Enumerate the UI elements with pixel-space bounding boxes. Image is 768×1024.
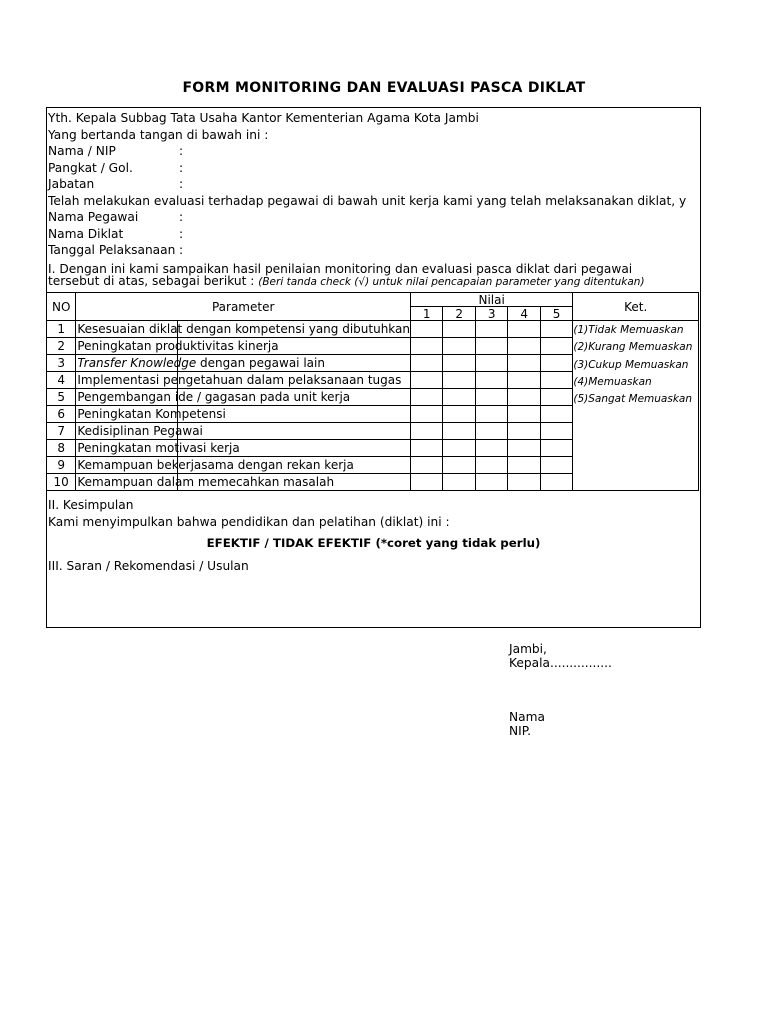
header-parameter: Parameter — [76, 293, 411, 321]
colon: : — [179, 243, 184, 257]
cell-divider — [177, 405, 178, 423]
row-number: 2 — [47, 338, 76, 355]
colon: : — [179, 210, 184, 224]
score-checkbox-cell[interactable] — [443, 474, 475, 491]
evaluation-statement: Telah melakukan evaluasi terhadap pegawai di bawah unit kerja kami yang telah melaksanakan diklat, y — [48, 194, 687, 208]
row-parameter — [76, 389, 411, 406]
score-checkbox-cell[interactable] — [411, 372, 443, 389]
colon: : — [179, 227, 184, 241]
score-checkbox-cell[interactable] — [475, 423, 507, 440]
score-checkbox-cell[interactable] — [540, 406, 572, 423]
parameter-text: Peningkatan motivasi kerja — [77, 440, 240, 455]
colon: : — [179, 161, 184, 175]
score-checkbox-cell[interactable] — [443, 423, 475, 440]
ket-legend-item: (3)Cukup Memuaskan — [573, 358, 689, 371]
row-parameter — [76, 372, 411, 389]
score-checkbox-cell[interactable] — [540, 474, 572, 491]
verdict-line: EFEKTIF / TIDAK EFEKTIF (*coret yang tidak perlu) — [206, 536, 541, 550]
score-header: 2 — [443, 307, 475, 321]
score-checkbox-cell[interactable] — [411, 406, 443, 423]
form-frame — [46, 107, 701, 628]
row-parameter — [76, 338, 411, 355]
field-label: Nama Diklat — [48, 227, 124, 241]
parameter-text: Peningkatan produktivitas kinerja — [77, 338, 279, 353]
header-nilai: Nilai — [411, 293, 573, 307]
table-header-row — [47, 293, 699, 307]
score-checkbox-cell[interactable] — [475, 321, 507, 338]
row-parameter — [76, 355, 411, 372]
score-checkbox-cell[interactable] — [508, 321, 540, 338]
row-number: 3 — [47, 355, 76, 372]
parameter-text: Kedisiplinan Pegawai — [77, 423, 203, 438]
ket-legend-item: (2)Kurang Memuaskan — [573, 341, 693, 354]
score-checkbox-cell[interactable] — [508, 372, 540, 389]
row-number: 10 — [47, 474, 76, 491]
row-number: 7 — [47, 423, 76, 440]
section3-heading: III. Saran / Rekomendasi / Usulan — [48, 559, 249, 573]
score-checkbox-cell[interactable] — [475, 372, 507, 389]
score-checkbox-cell[interactable] — [508, 440, 540, 457]
score-checkbox-cell[interactable] — [540, 338, 572, 355]
score-checkbox-cell[interactable] — [540, 423, 572, 440]
score-checkbox-cell[interactable] — [475, 406, 507, 423]
row-number: 6 — [47, 406, 76, 423]
score-checkbox-cell[interactable] — [508, 474, 540, 491]
score-checkbox-cell[interactable] — [411, 474, 443, 491]
colon: : — [179, 177, 184, 191]
field-nama-pegawai — [48, 210, 138, 224]
parameter-italic-text: Transfer Knowledge — [77, 355, 197, 370]
signature-place: Jambi, — [509, 642, 547, 656]
field-label: Nama Pegawai — [48, 210, 139, 224]
score-checkbox-cell[interactable] — [443, 406, 475, 423]
score-checkbox-cell[interactable] — [443, 440, 475, 457]
section1-prefix: tersebut di atas, sebagai berikut : — [48, 274, 255, 288]
row-number: 9 — [47, 457, 76, 474]
field-nama-nip — [48, 144, 116, 158]
score-checkbox-cell[interactable] — [411, 440, 443, 457]
score-header: 5 — [540, 307, 572, 321]
score-checkbox-cell[interactable] — [475, 440, 507, 457]
section2-heading: II. Kesimpulan — [48, 498, 134, 512]
score-header: 3 — [475, 307, 507, 321]
cell-divider — [177, 388, 178, 406]
table-row — [47, 321, 699, 338]
score-header: 1 — [411, 307, 443, 321]
row-number: 4 — [47, 372, 76, 389]
parameter-text: Peningkatan Kompetensi — [77, 406, 226, 421]
intro-line: Yang bertanda tangan di bawah ini : — [48, 128, 269, 142]
score-checkbox-cell[interactable] — [508, 457, 540, 474]
score-checkbox-cell[interactable] — [443, 321, 475, 338]
ket-legend-item: (5)Sangat Memuaskan — [573, 393, 693, 406]
score-checkbox-cell[interactable] — [508, 389, 540, 406]
signature-nip: NIP. — [509, 724, 532, 738]
evaluation-table — [46, 292, 699, 491]
parameter-text: Implementasi pengetahuan dalam pelaksanaan tugas — [77, 372, 402, 387]
cell-divider — [177, 439, 178, 457]
score-header: 4 — [508, 307, 540, 321]
row-number: 8 — [47, 440, 76, 457]
parameter-text: Kemampuan bekerjasama dengan rekan kerja — [77, 457, 354, 472]
row-parameter — [76, 423, 411, 440]
score-checkbox-cell[interactable] — [411, 457, 443, 474]
score-checkbox-cell[interactable] — [508, 338, 540, 355]
score-checkbox-cell[interactable] — [540, 440, 572, 457]
cell-divider — [177, 354, 178, 372]
score-checkbox-cell[interactable] — [508, 423, 540, 440]
parameter-text: Kesesuaian diklat dengan kompetensi yang dibutuhkan — [77, 321, 410, 336]
score-checkbox-cell[interactable] — [540, 355, 572, 372]
parameter-text: dengan pegawai lain — [196, 355, 325, 370]
row-number: 1 — [47, 321, 76, 338]
signature-name: Nama — [509, 710, 545, 724]
check-instruction-note: (Beri tanda check (√) untuk nilai pencapaian parameter yang ditentukan) — [258, 276, 645, 288]
ket-legend-list — [573, 321, 698, 408]
score-checkbox-cell[interactable] — [475, 355, 507, 372]
parameter-text: Pengembangan ide / gagasan pada unit kerja — [77, 389, 351, 404]
score-checkbox-cell[interactable] — [443, 372, 475, 389]
score-checkbox-cell[interactable] — [443, 355, 475, 372]
score-checkbox-cell[interactable] — [540, 372, 572, 389]
score-checkbox-cell[interactable] — [475, 474, 507, 491]
score-checkbox-cell[interactable] — [411, 321, 443, 338]
score-checkbox-cell[interactable] — [540, 457, 572, 474]
score-checkbox-cell[interactable] — [411, 389, 443, 406]
score-checkbox-cell[interactable] — [508, 406, 540, 423]
field-label: Jabatan — [48, 177, 95, 191]
header-ket: Ket. — [573, 293, 699, 321]
row-parameter — [76, 474, 411, 491]
cell-divider — [177, 320, 178, 338]
score-checkbox-cell[interactable] — [540, 389, 572, 406]
section1-line1: I. Dengan ini kami sampaikan hasil penilaian monitoring dan evaluasi pasca diklat dari pegawai — [48, 262, 633, 276]
row-parameter — [76, 321, 411, 338]
score-checkbox-cell[interactable] — [443, 457, 475, 474]
section2-statement: Kami menyimpulkan bahwa pendidikan dan pelatihan (diklat) ini : — [48, 515, 450, 529]
colon: : — [179, 144, 184, 158]
score-checkbox-cell[interactable] — [411, 423, 443, 440]
score-checkbox-cell[interactable] — [443, 338, 475, 355]
row-parameter — [76, 406, 411, 423]
field-pangkat — [48, 161, 133, 175]
addressee-line: Yth. Kepala Subbag Tata Usaha Kantor Kementerian Agama Kota Jambi — [48, 111, 479, 125]
field-tanggal — [48, 243, 175, 257]
cell-divider — [177, 337, 178, 355]
cell-divider — [177, 456, 178, 474]
score-checkbox-cell[interactable] — [475, 338, 507, 355]
field-label: Nama / NIP — [48, 144, 116, 158]
signature-position: Kepala................ — [509, 656, 612, 670]
ket-legend-cell — [573, 321, 699, 491]
score-checkbox-cell[interactable] — [475, 389, 507, 406]
cell-divider — [177, 371, 178, 389]
header-no: NO — [47, 293, 76, 321]
ket-legend-item: (1)Tidak Memuaskan — [573, 324, 684, 336]
field-label: Pangkat / Gol. — [48, 161, 133, 175]
section1-line2 — [48, 274, 645, 288]
cell-divider — [177, 422, 178, 440]
score-checkbox-cell[interactable] — [443, 389, 475, 406]
ket-legend-item: (4)Memuaskan — [573, 375, 652, 388]
score-checkbox-cell[interactable] — [540, 321, 572, 338]
score-checkbox-cell[interactable] — [411, 338, 443, 355]
field-label: Tanggal Pelaksanaan — [48, 243, 176, 257]
cell-divider — [177, 473, 178, 491]
row-parameter — [76, 457, 411, 474]
form-title: FORM MONITORING DAN EVALUASI PASCA DIKLAT — [182, 80, 586, 96]
field-nama-diklat — [48, 227, 123, 241]
score-checkbox-cell[interactable] — [475, 457, 507, 474]
field-jabatan — [48, 177, 94, 191]
row-number: 5 — [47, 389, 76, 406]
row-parameter — [76, 440, 411, 457]
score-checkbox-cell[interactable] — [508, 355, 540, 372]
parameter-text: Kemampuan dalam memecahkan masalah — [77, 474, 335, 489]
score-checkbox-cell[interactable] — [411, 355, 443, 372]
